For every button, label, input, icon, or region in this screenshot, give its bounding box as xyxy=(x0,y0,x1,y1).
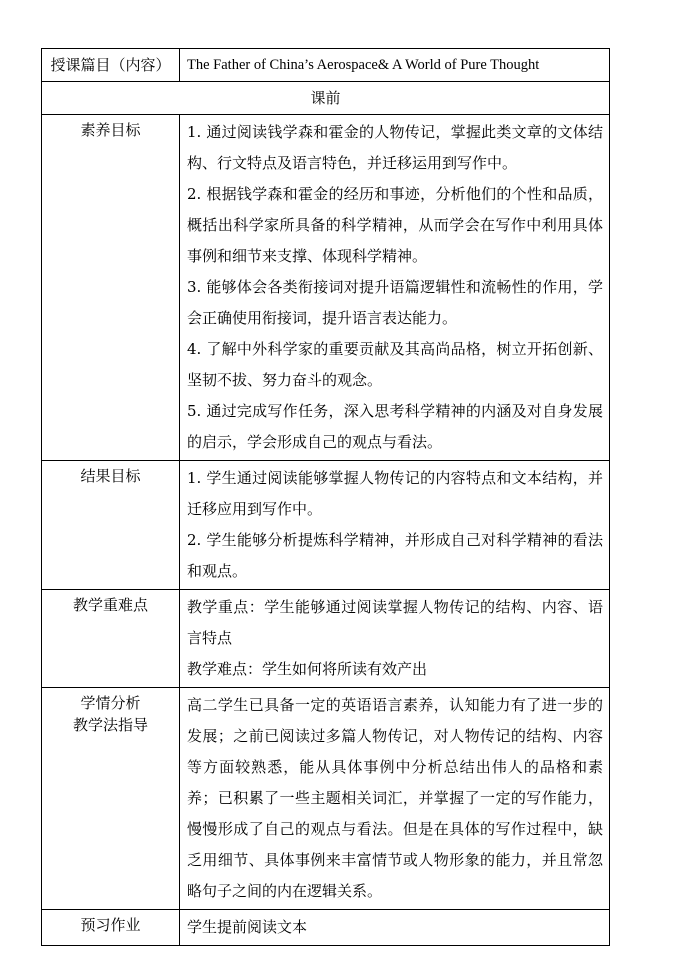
analysis-label xyxy=(42,688,180,910)
lesson-title: The Father of China’s Aerospace& A World of Pure Thought xyxy=(180,49,610,82)
header-row xyxy=(42,49,610,82)
difficult-point-item: 教学难点：学生如何将所读有效产出 xyxy=(187,660,428,678)
outcome-goal-item: 2. 学生能够分析提炼科学精神，并形成自己对科学精神的看法和观点。 xyxy=(187,531,603,580)
literacy-goals-content xyxy=(180,115,610,461)
key-points-content xyxy=(180,590,610,688)
header-label: 授课篇目（内容） xyxy=(42,49,180,82)
analysis-label-line2: 教学法指导 xyxy=(72,716,148,734)
key-points-label: 教学重难点 xyxy=(42,590,180,688)
analysis-text: 高二学生已具备一定的英语语言素养，认知能力有了进一步的发展；之前已阅读过多篇人物传记，对人物传记的结构、内容等方面较熟悉，能从具体事例中分析总结出伟人的品格和素养；已积累了一些主题相关词汇，并掌握了一定的写作能力，慢慢形成了自己的观点与看法。但是在具体的写作过程中，缺乏用细节、具体事例来丰富情节或人物形象的能力，并且常忽略句子之间的内在逻辑关系。 xyxy=(187,696,603,900)
analysis-content xyxy=(180,688,610,910)
homework-text: 学生提前阅读文本 xyxy=(187,918,308,936)
homework-label: 预习作业 xyxy=(42,910,180,946)
section-row xyxy=(42,82,610,115)
analysis-row xyxy=(42,688,610,910)
literacy-goal-item: 5. 通过完成写作任务，深入思考科学精神的内涵及对自身发展的启示，学会形成自己的观点与看法。 xyxy=(187,402,603,451)
outcome-goal-item: 1. 学生通过阅读能够掌握人物传记的内容特点和文本结构，并迁移应用到写作中。 xyxy=(187,469,603,518)
section-title: 课前 xyxy=(42,82,610,115)
key-points-row xyxy=(42,590,610,688)
outcome-goals-row xyxy=(42,461,610,590)
literacy-goal-item: 2. 根据钱学森和霍金的经历和事迹，分析他们的个性和品质，概括出科学家所具备的科学精神，从而学会在写作中利用具体事例和细节来支撑、体现科学精神。 xyxy=(187,185,603,265)
literacy-goals-label: 素养目标 xyxy=(42,115,180,461)
outcome-goals-content xyxy=(180,461,610,590)
lesson-plan-table xyxy=(41,48,610,946)
literacy-goal-item: 1. 通过阅读钱学森和霍金的人物传记，掌握此类文章的文体结构、行文特点及语言特色，并迁移运用到写作中。 xyxy=(187,123,603,172)
literacy-goal-item: 4. 了解中外科学家的重要贡献及其高尚品格，树立开拓创新、坚韧不拔、努力奋斗的观念。 xyxy=(187,340,603,389)
key-point-item: 教学重点：学生能够通过阅读掌握人物传记的结构、内容、语言特点 xyxy=(187,598,603,647)
analysis-label-line1: 学情分析 xyxy=(80,694,141,712)
homework-row xyxy=(42,910,610,946)
literacy-goal-item: 3. 能够体会各类衔接词对提升语篇逻辑性和流畅性的作用，学会正确使用衔接词，提升语言表达能力。 xyxy=(187,278,603,327)
homework-content xyxy=(180,910,610,946)
literacy-goals-row xyxy=(42,115,610,461)
outcome-goals-label: 结果目标 xyxy=(42,461,180,590)
